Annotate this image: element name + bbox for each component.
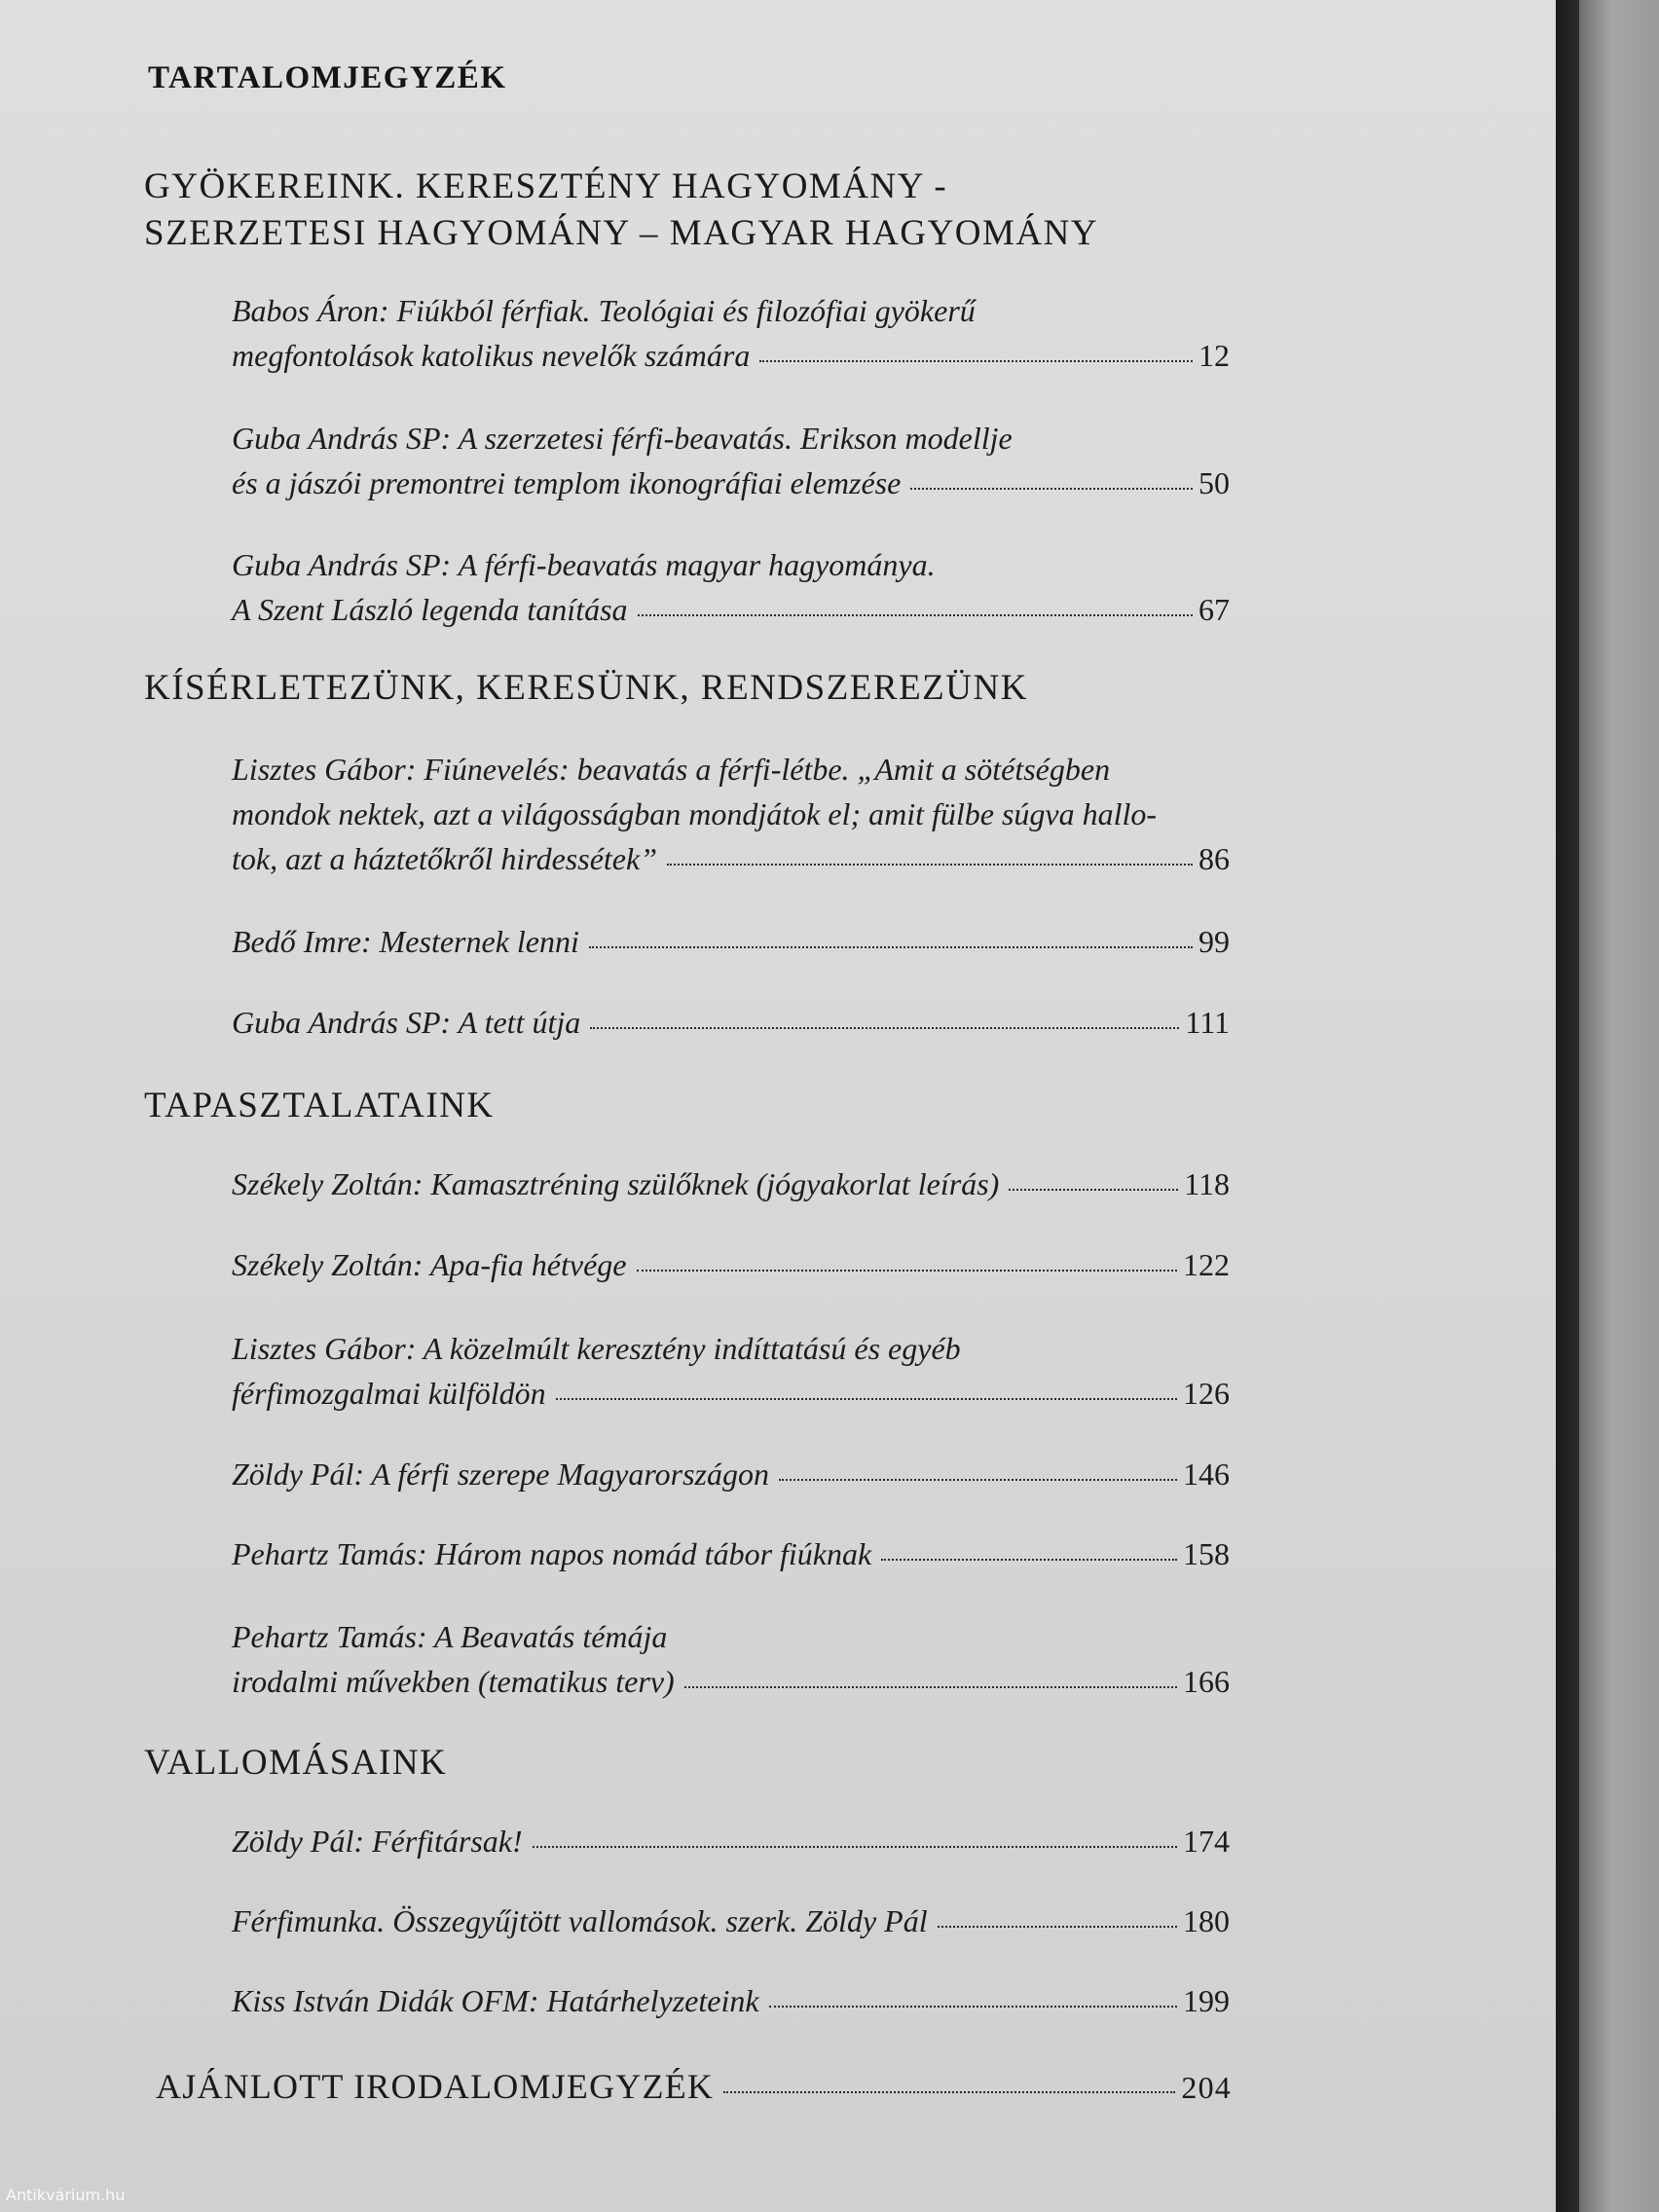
entry-text-line: Lisztes Gábor: Fiúnevelés: beavatás a férfi-létbe. „Amit a sötétségben [232,752,1111,787]
page-number: 111 [1185,1005,1230,1040]
dot-leader [638,614,1193,616]
entry-text-line: AJÁNLOTT IRODALOMJEGYZÉK [156,2067,715,2106]
section-heading-line: SZERZETESI HAGYOMÁNY – MAGYAR HAGYOMÁNY [144,213,1099,253]
entry-text-line: Zöldy Pál: A férfi szerepe Magyarországon [232,1456,769,1492]
page-number: 126 [1183,1376,1230,1411]
dot-leader [556,1398,1177,1400]
background-surface [1579,0,1659,2212]
toc-entry [232,1819,1230,1863]
page-number: 174 [1183,1824,1230,1859]
toc-entry [232,1899,1230,1943]
entry-text-line: A Szent László legenda tanítása [232,592,628,627]
toc-entry [232,919,1230,964]
section-heading-gyokereink [144,164,1098,257]
page-number: 67 [1198,592,1230,627]
entry-text-line: megfontolások katolikus nevelők számára [232,338,751,373]
entry-text-line: férfimozgalmai külföldön [232,1376,546,1411]
toc-entry [232,1000,1230,1045]
page-number: 86 [1198,841,1230,876]
dot-leader [723,2091,1175,2093]
entry-text-line: Guba András SP: A tett útja [232,1005,581,1040]
page-number: 118 [1184,1166,1230,1201]
page-number: 180 [1183,1903,1230,1938]
book-spine-edge [1556,0,1579,2212]
toc-entry [232,1161,1230,1206]
dot-leader [769,2006,1177,2008]
dot-leader [590,1027,1179,1029]
toc-entry [232,288,1230,378]
entry-text-line: Guba András SP: A férfi-beavatás magyar hagyománya. [232,547,936,582]
dot-leader [938,1926,1177,1928]
entry-text-line: Férfimunka. Összegyűjtött vallomások. szerk. Zöldy Pál [232,1903,928,1938]
toc-entry [232,747,1230,881]
entry-text-line: Babos Áron: Fiúkból férfiak. Teológiai és filozófiai gyökerű [232,293,976,328]
watermark: Antikvárium.hu [6,2186,126,2204]
page-number: 146 [1183,1456,1230,1492]
page-number: 204 [1181,2070,1232,2105]
dot-leader [779,1479,1177,1481]
dot-leader [684,1686,1177,1688]
page-number: 50 [1198,465,1230,500]
page-number: 122 [1183,1247,1230,1282]
toc-entry [232,1326,1230,1416]
dot-leader [637,1270,1178,1272]
dot-leader [881,1559,1177,1561]
entry-text-line: Pehartz Tamás: Három napos nomád tábor fiúknak [232,1536,872,1571]
entry-text-line: és a jászói premontrei templom ikonográfiai elemzése [232,465,902,500]
dot-leader [910,488,1193,490]
page-number: 199 [1183,1983,1230,2018]
dot-leader [589,946,1193,948]
section-heading-kiserletezunk [144,665,1028,712]
page-number: 166 [1183,1664,1230,1699]
toc-entry [232,542,1230,632]
entry-text-line: Székely Zoltán: Kamasztréning szülőknek (jógyakorlat leírás) [232,1166,1000,1201]
page-title: TARTALOMJEGYZÉK [148,60,507,95]
toc-entry [232,416,1230,505]
entry-text-line: Kiss István Didák OFM: Határhelyzeteink [232,1983,759,2018]
toc-entry-bibliography [156,2066,1232,2107]
entry-text-line: Guba András SP: A szerzetesi férfi-beavatás. Erikson modellje [232,421,1013,456]
section-heading-tapasztalataink [144,1083,495,1129]
entry-text-line: Bedő Imre: Mesternek lenni [232,924,579,959]
page-number: 158 [1183,1536,1230,1571]
entry-text-line: Pehartz Tamás: A Beavatás témája [232,1619,668,1654]
section-heading-line: GYÖKEREINK. KERESZTÉNY HAGYOMÁNY - [144,166,948,206]
toc-entry [232,1452,1230,1496]
entry-text-line: mondok nektek, azt a világosságban mondjátok el; amit fülbe súgva hallo- [232,796,1158,831]
toc-entry [232,1978,1230,2023]
entry-text-line: Zöldy Pál: Férfitársak! [232,1824,523,1859]
section-heading-line: KÍSÉRLETEZÜNK, KERESÜNK, RENDSZEREZÜNK [144,668,1028,708]
dot-leader [1009,1189,1178,1191]
entry-text-line: Lisztes Gábor: A közelmúlt keresztény indíttatású és egyéb [232,1331,961,1366]
page-number: 12 [1198,338,1230,373]
entry-text-line: Székely Zoltán: Apa-fia hétvége [232,1247,627,1282]
toc-entry [232,1531,1230,1576]
toc-entry [232,1242,1230,1287]
section-heading-line: VALLOMÁSAINK [144,1743,448,1783]
toc-entry [232,1614,1230,1704]
section-heading-vallomasaink [144,1740,447,1787]
dot-leader [533,1846,1177,1848]
entry-text-line: tok, azt a háztetőkről hirdessétek” [232,841,657,876]
dot-leader [667,864,1193,866]
dot-leader [759,360,1193,362]
section-heading-line: TAPASZTALATAINK [144,1086,495,1125]
page-number: 99 [1198,924,1230,959]
entry-text-line: irodalmi művekben (tematikus terv) [232,1664,675,1699]
